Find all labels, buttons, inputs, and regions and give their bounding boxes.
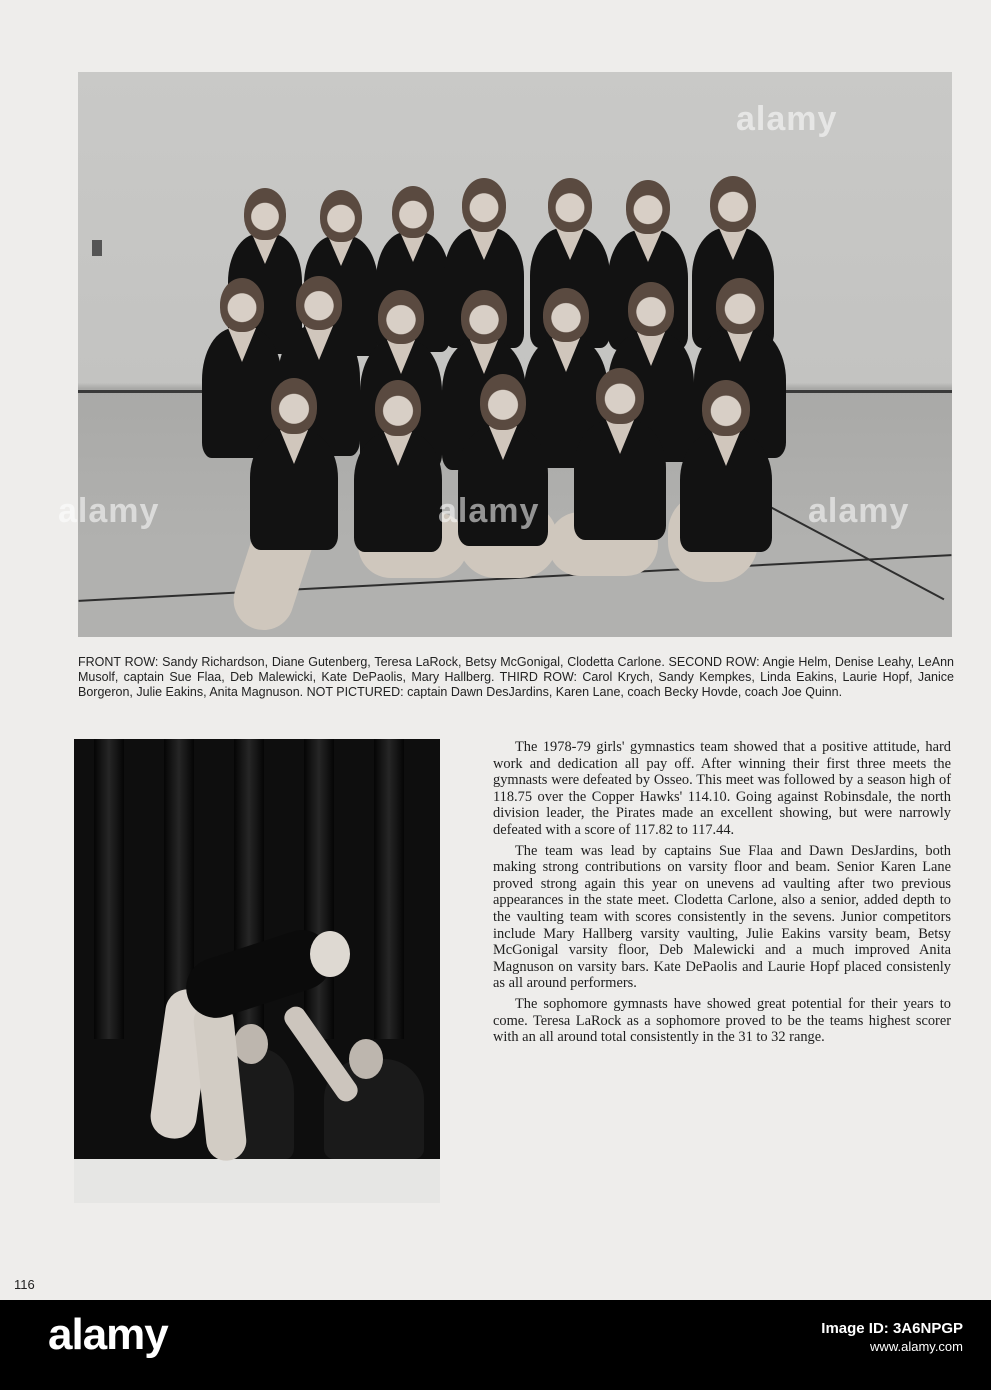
photo-caption: FRONT ROW: Sandy Richardson, Diane Gutenberg, Teresa LaRock, Betsy McGonigal, Clodetta Carlone. SECOND ROW: Angie Helm, Denise Leahy, LeAnn Musolf, captain Sue Flaa, Deb Malewicki, Kate DePaolis, Mary Hallberg. THIRD ROW: Carol Krych, Sandy Kempkes, Linda Eakins, Laurie Hopf, Janice Borgeron, Julie Eakins, Anita Magnuson. NOT PICTURED: captain Dawn DesJardins, Karen Lane, coach Becky Hovde, coach Joe Quinn. — [78, 655, 954, 699]
curtain-fold — [304, 739, 334, 1039]
stock-footer — [0, 1300, 991, 1390]
article-text — [493, 739, 951, 1050]
site-url: www.alamy.com — [870, 1339, 963, 1354]
article-paragraph: The team was lead by captains Sue Flaa and Dawn DesJardins, both making strong contributions on varsity floor and beam. Senior Karen Lane proved strong again this year on unevens ad vaulting after two previous appearances in the state meet. Clodetta Carlone, also a senior, added depth to the vaulting team with scores consistently in the sevens. Junior competitors include Mary Hallberg varsity vaulting, Julie Eakins varsity beam, Betsy McGonigal varsity floor, Deb Malewicki and a much improved Anita Magnuson on varsity bars. Kate DePaolis and Laurie Hopf placed consistenly as all around performers. — [493, 842, 951, 992]
gymnast-head — [310, 931, 350, 977]
floor-mat — [74, 1159, 440, 1203]
curtain-fold — [374, 739, 404, 1039]
page-number: 116 — [14, 1277, 35, 1292]
article-paragraph: The 1978-79 girls' gymnastics team showed that a positive attitude, hard work and dedication all pay off. After winning their first three meets the gymnasts were defeated by Osseo. This meet was followed by a season high of 118.75 over the Copper Hawks' 114.10. Going against Robinsdale, the north division leader, the Pirates made an excellent showing, but were narrowly defeated with a score of 117.82 to 117.44. — [493, 739, 951, 838]
image-id: Image ID: 3A6NPGP — [821, 1320, 963, 1337]
spectator-face — [234, 1024, 268, 1064]
light-switch — [92, 240, 102, 256]
curtain-fold — [94, 739, 124, 1039]
watermark-text: alamy — [736, 100, 838, 138]
action-photo — [74, 739, 440, 1203]
alamy-logo: alamy — [48, 1310, 168, 1359]
watermark-text: alamy — [438, 492, 540, 530]
spectator-face — [349, 1039, 383, 1079]
watermark-text: alamy — [808, 492, 910, 530]
watermark-text: alamy — [58, 492, 160, 530]
team-photo — [58, 72, 952, 637]
article-paragraph: The sophomore gymnasts have showed great potential for their years to come. Teresa LaRock as a sophomore proved to be the teams highest scorer with an all around total consistently in the 31 to 32 range. — [493, 995, 951, 1046]
image-info — [821, 1320, 963, 1356]
